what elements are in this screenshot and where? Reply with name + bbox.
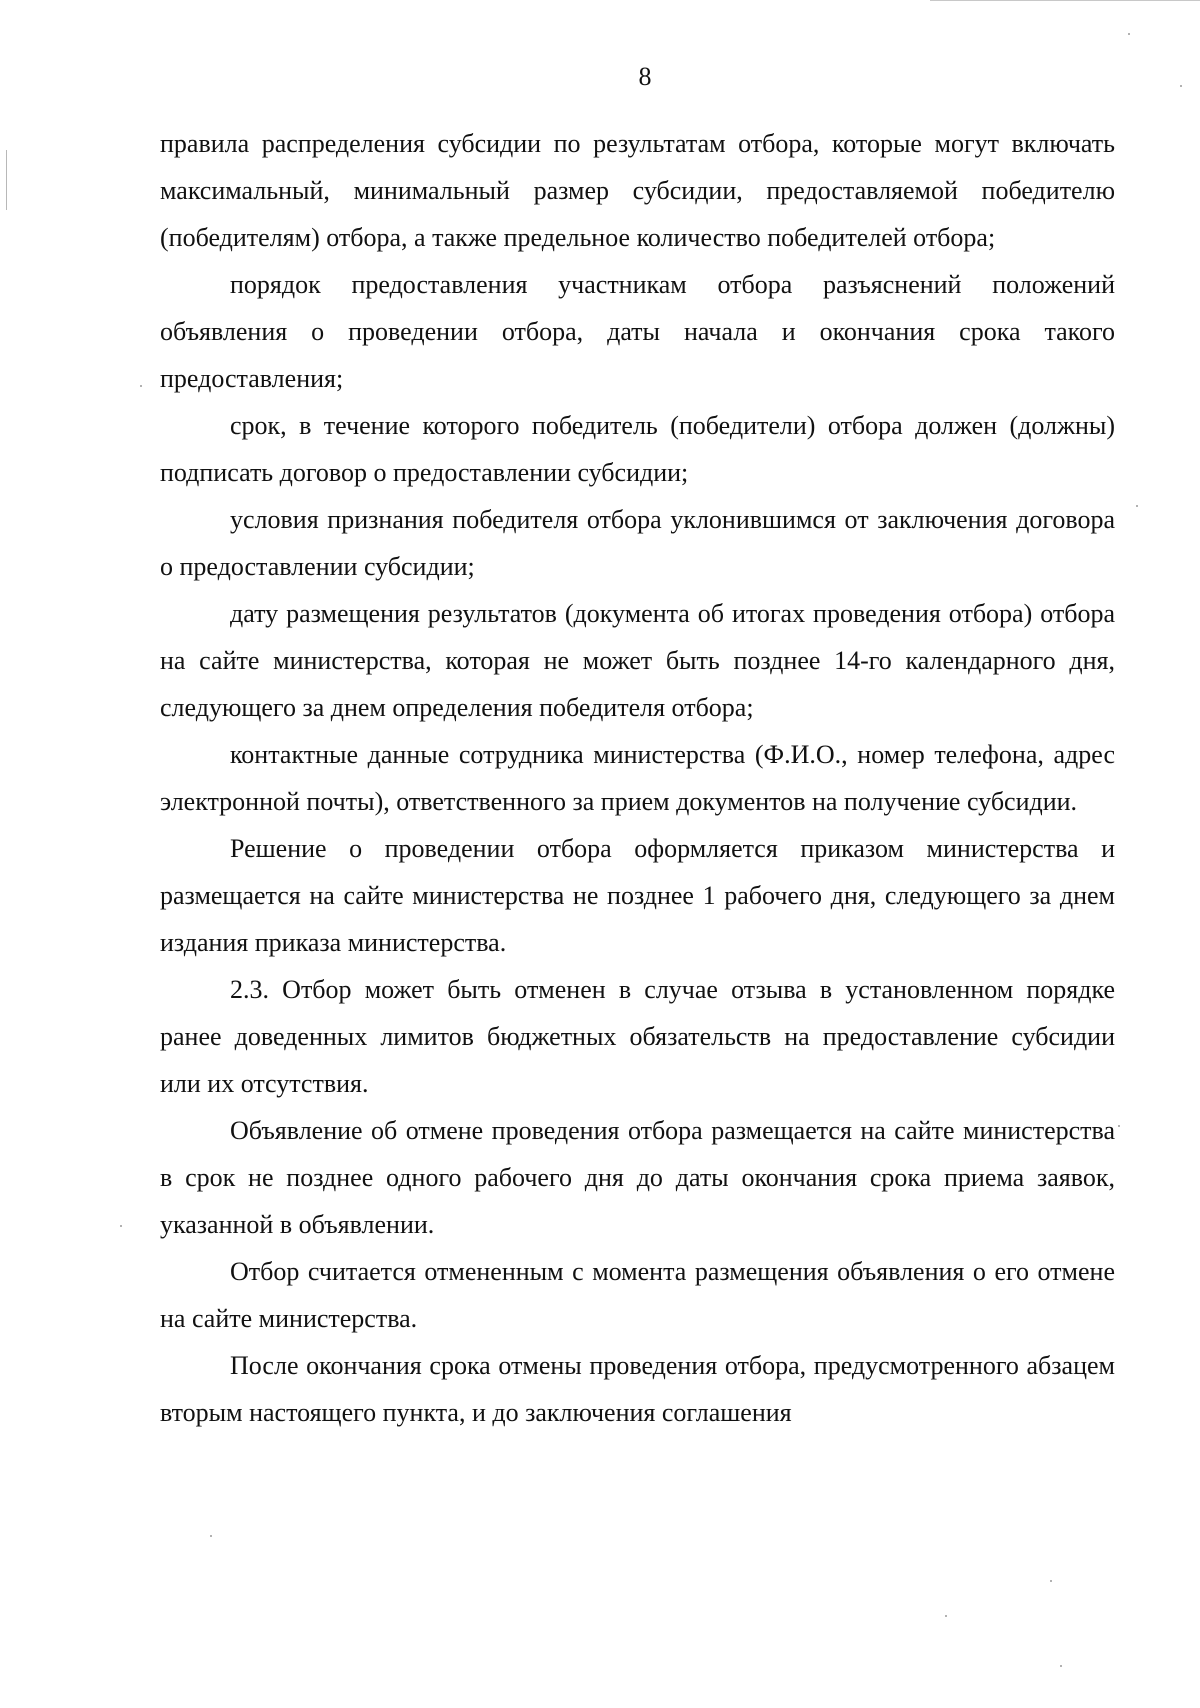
paragraph-clarifications: порядок предоставления участникам отбора разъяснений положений объявления о проведении отбора, даты начала и окончания срока такого предоставления; [160,270,1115,393]
scan-speck [1118,1125,1120,1127]
scan-speck [1180,85,1182,87]
scan-speck [210,1535,212,1537]
scan-speck [140,385,142,387]
scan-speck [120,1225,122,1227]
paragraph-decision: Решение о проведении отбора оформляется приказом министерства и размещается на сайте министерства не позднее 1 рабочего дня, следующего за днем издания приказа министерства. [160,834,1115,957]
paragraph-section-2-3: 2.3. Отбор может быть отменен в случае отзыва в установленном порядке ранее доведенных лимитов бюджетных обязательств на предоставление субсидии или их отсутствия. [160,975,1115,1098]
scan-speck [1128,33,1130,35]
paragraph-after-cancellation: После окончания срока отмены проведения отбора, предусмотренного абзацем вторым настоящего пункта, и до заключения соглашения [160,1351,1115,1427]
paragraph-distribution-rules: правила распределения субсидии по результатам отбора, которые могут включать максимальный, минимальный размер субсидии, предоставляемой победителю (победителям) отбора, а также предельное количество победителей отбора; [160,129,1115,252]
document-body [160,120,1115,1436]
left-edge-mark [6,150,7,210]
page-number: 8 [638,62,652,91]
paragraph-signing-term: срок, в течение которого победитель (победители) отбора должен (должны) подписать договор о предоставлении субсидии; [160,411,1115,487]
top-edge-rule [930,0,1200,1]
paragraph-evasion-conditions: условия признания победителя отбора уклонившимся от заключения договора о предоставлении субсидии; [160,505,1115,581]
paragraph-cancelled-moment: Отбор считается отмененным с момента размещения объявления о его отмене на сайте министерства. [160,1257,1115,1333]
paragraph-results-date: дату размещения результатов (документа об итогах проведения отбора) отбора на сайте министерства, которая не может быть позднее 14-го календарного дня, следующего за днем определения победителя отбора; [160,599,1115,722]
paragraph-contact-data: контактные данные сотрудника министерства (Ф.И.О., номер телефона, адрес электронной почты), ответственного за прием документов на получение субсидии. [160,740,1115,816]
scan-speck [1060,1665,1062,1667]
scan-speck [1050,1580,1052,1582]
scan-speck [945,1615,947,1617]
paragraph-cancellation-notice: Объявление об отмене проведения отбора размещается на сайте министерства в срок не позднее одного рабочего дня до даты окончания срока приема заявок, указанной в объявлении. [160,1116,1115,1239]
scan-speck [1136,505,1138,507]
